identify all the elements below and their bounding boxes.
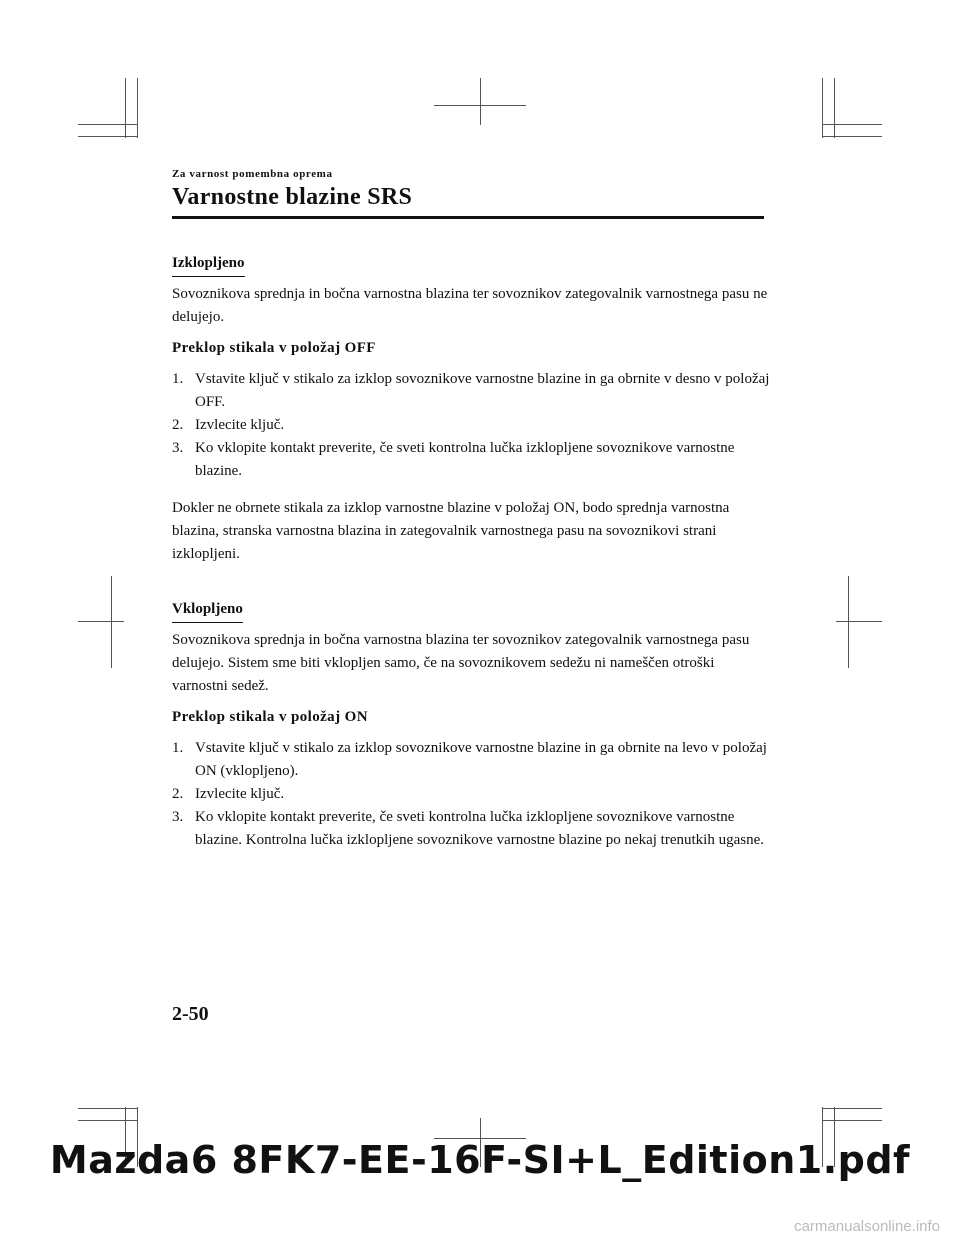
section-on bbox=[172, 598, 772, 852]
list-item bbox=[172, 783, 772, 806]
crop-mark bbox=[111, 576, 112, 668]
section-off bbox=[172, 252, 772, 566]
crop-mark bbox=[822, 1108, 882, 1109]
procedure-steps bbox=[172, 737, 772, 852]
crop-mark bbox=[834, 78, 835, 138]
main-content bbox=[172, 252, 772, 866]
step-text: Vstavite ključ v stikalo za izklop sovoznikove varnostne blazine in ga obrnite v desno v položaj OFF. bbox=[195, 371, 770, 410]
title-rule bbox=[172, 216, 764, 219]
section-heading: Vklopljeno bbox=[172, 598, 243, 623]
section-note: Dokler ne obrnete stikala za izklop varnostne blazine v položaj ON, bodo sprednja varnostna blazina, stranska varnostna blazina in zategovalnik varnostnega pasu na sovoznikovi strani izklopljeni. bbox=[172, 500, 730, 562]
step-number: 2. bbox=[172, 786, 184, 802]
section-heading: Izklopljeno bbox=[172, 252, 245, 277]
step-text: Vstavite ključ v stikalo za izklop sovoznikove varnostne blazine in ga obrnite na levo v položaj ON (vklopljeno). bbox=[195, 740, 767, 779]
crop-mark bbox=[836, 621, 882, 622]
crop-mark bbox=[78, 124, 138, 125]
crop-mark bbox=[480, 78, 481, 125]
watermark: carmanualsonline.info bbox=[794, 1218, 940, 1235]
page-number: 2-50 bbox=[172, 1003, 209, 1025]
step-text: Izvlecite ključ. bbox=[195, 417, 285, 433]
list-item bbox=[172, 368, 772, 414]
procedure-title: Preklop stikala v položaj ON bbox=[172, 709, 368, 725]
list-item bbox=[172, 437, 772, 483]
crop-mark bbox=[78, 1108, 138, 1109]
crop-mark bbox=[848, 576, 849, 668]
crop-mark bbox=[78, 621, 124, 622]
crop-mark bbox=[822, 124, 882, 125]
step-text: Ko vklopite kontakt preverite, če sveti kontrolna lučka izklopljene sovoznikove varnostne blazine. Kontrolna lučka izklopljene sovoznikove varnostne blazine po nekaj trenutkih ugasne. bbox=[195, 809, 764, 848]
step-text: Izvlecite ključ. bbox=[195, 786, 285, 802]
list-item bbox=[172, 414, 772, 437]
procedure-steps bbox=[172, 368, 772, 483]
step-number: 2. bbox=[172, 417, 184, 433]
crop-mark bbox=[822, 136, 882, 137]
step-number: 1. bbox=[172, 740, 184, 756]
section-description: Sovoznikova sprednja in bočna varnostna blazina ter sovoznikov zategovalnik varnostnega pasu delujejo. Sistem sme biti vklopljen samo, če na sovoznikovem sedežu ni nameščen otroški varnostni sedež. bbox=[172, 632, 750, 694]
chapter-label: Za varnost pomembna oprema bbox=[172, 168, 333, 180]
footer-filename: Mazda6 8FK7-EE-16F-SI+L_Edition1.pdf bbox=[49, 1138, 911, 1182]
step-text: Ko vklopite kontakt preverite, če sveti kontrolna lučka izklopljene sovoznikove varnostne blazine. bbox=[195, 440, 735, 479]
crop-mark bbox=[822, 1120, 882, 1121]
crop-mark bbox=[137, 78, 138, 138]
crop-mark bbox=[78, 136, 138, 137]
list-item bbox=[172, 737, 772, 783]
step-number: 3. bbox=[172, 440, 184, 456]
crop-mark bbox=[125, 78, 126, 138]
page-title: Varnostne blazine SRS bbox=[172, 184, 413, 210]
step-number: 3. bbox=[172, 809, 184, 825]
crop-mark bbox=[78, 1120, 138, 1121]
crop-mark bbox=[434, 105, 526, 106]
section-description: Sovoznikova sprednja in bočna varnostna blazina ter sovoznikov zategovalnik varnostnega pasu ne delujejo. bbox=[172, 286, 768, 325]
procedure-title: Preklop stikala v položaj OFF bbox=[172, 340, 376, 356]
crop-mark bbox=[822, 78, 823, 138]
list-item bbox=[172, 806, 772, 852]
step-number: 1. bbox=[172, 371, 184, 387]
